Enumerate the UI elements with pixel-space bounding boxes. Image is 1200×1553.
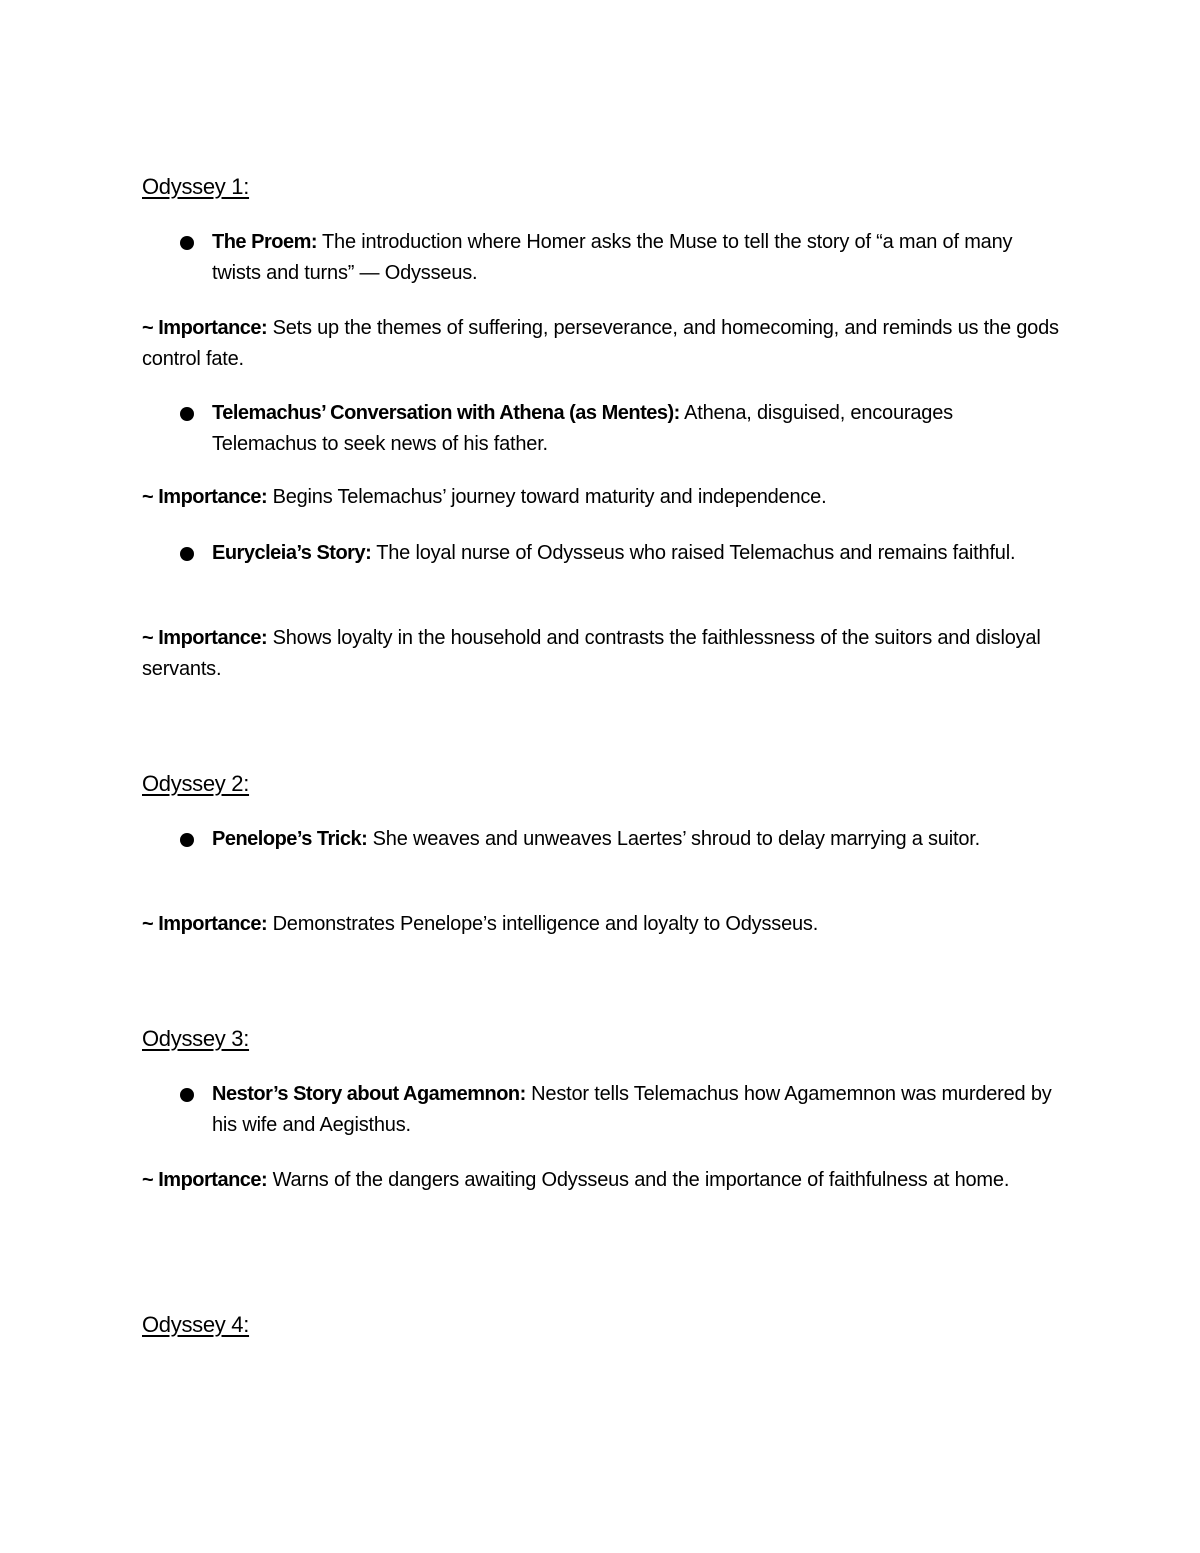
list-item	[180, 538, 1060, 569]
list-item-text	[212, 1079, 1060, 1141]
importance-label: ~ Importance:	[142, 627, 268, 649]
section-heading: Odyssey 4:	[142, 1312, 250, 1337]
list-item-text	[212, 227, 1060, 289]
list-item-text	[212, 824, 980, 855]
bullet-icon	[180, 1088, 194, 1102]
list-item	[180, 227, 1060, 289]
item-description: Nestor tells Telemachus how Agamemnon was murdered by his wife and Aegisthus.	[212, 1083, 1052, 1136]
importance-text: Begins Telemachus’ journey toward maturity and independence.	[272, 486, 827, 508]
section-heading: Odyssey 1:	[142, 174, 250, 199]
importance-text: Shows loyalty in the household and contrasts the faithlessness of the suitors and disloyal servants.	[142, 627, 1041, 680]
importance-text: Demonstrates Penelope’s intelligence and loyalty to Odysseus.	[272, 913, 819, 935]
importance-note	[142, 909, 1067, 940]
bullet-icon	[180, 833, 194, 847]
list-item	[180, 824, 1060, 855]
importance-text: Sets up the themes of suffering, perseverance, and homecoming, and reminds us the gods control fate.	[142, 317, 1059, 370]
importance-label: ~ Importance:	[142, 486, 268, 508]
item-label: Nestor’s Story about Agamemnon:	[212, 1083, 526, 1105]
item-label: The Proem:	[212, 231, 318, 253]
importance-label: ~ Importance:	[142, 1169, 268, 1191]
importance-text: Warns of the dangers awaiting Odysseus and the importance of faithfulness at home.	[272, 1169, 1010, 1191]
list-item-text	[212, 398, 1060, 460]
item-label: Eurycleia’s Story:	[212, 542, 372, 564]
item-label: Telemachus’ Conversation with Athena (as Mentes):	[212, 402, 680, 424]
importance-label: ~ Importance:	[142, 913, 268, 935]
importance-note	[142, 482, 1067, 513]
importance-label: ~ Importance:	[142, 317, 268, 339]
item-description: The introduction where Homer asks the Muse to tell the story of “a man of many twists and turns” — Odysseus.	[212, 231, 1013, 284]
bullet-icon	[180, 407, 194, 421]
list-item-text	[212, 538, 1015, 569]
importance-note	[142, 313, 1067, 375]
item-description: Athena, disguised, encourages Telemachus to seek news of his father.	[212, 402, 953, 455]
list-item	[180, 398, 1060, 460]
importance-note	[142, 623, 1067, 685]
section-heading: Odyssey 2:	[142, 771, 250, 796]
bullet-icon	[180, 547, 194, 561]
item-label: Penelope’s Trick:	[212, 828, 368, 850]
importance-note	[142, 1165, 1067, 1196]
section-heading: Odyssey 3:	[142, 1026, 250, 1051]
item-description: She weaves and unweaves Laertes’ shroud to delay marrying a suitor.	[372, 828, 980, 850]
item-description: The loyal nurse of Odysseus who raised Telemachus and remains faithful.	[376, 542, 1016, 564]
bullet-icon	[180, 236, 194, 250]
list-item	[180, 1079, 1060, 1141]
